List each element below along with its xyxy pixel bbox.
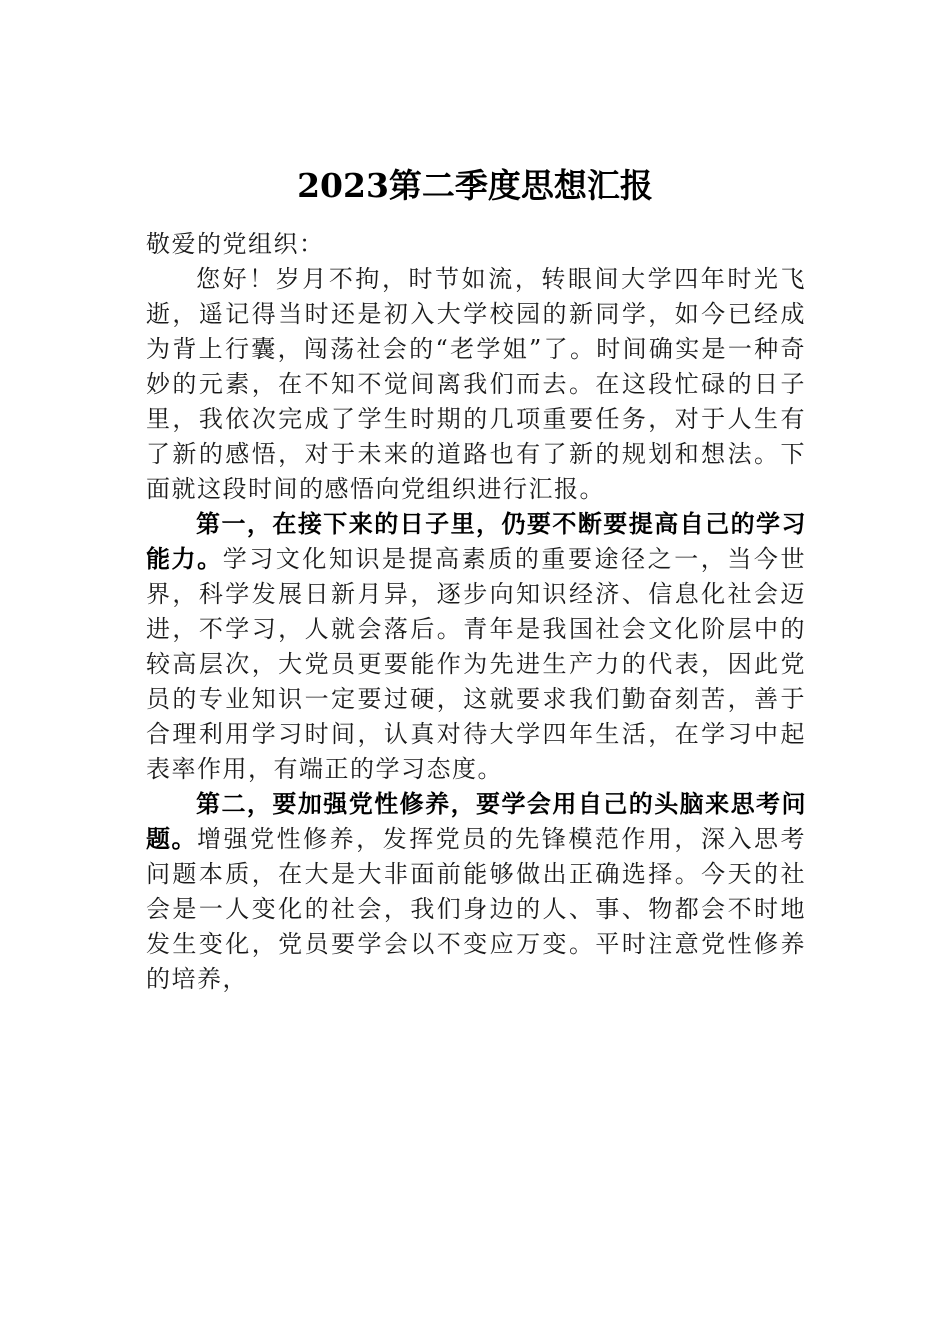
document-title: 2023第二季度思想汇报: [297, 166, 653, 205]
paragraph-point-one: [146, 507, 806, 787]
paragraph-text: 您好！岁月不拘，时节如流，转眼间大学四年时光飞逝，遥记得当时还是初入大学校园的新同学，如今已经成为背上行囊，闯荡社会的“老学姐”了。时间确实是一种奇妙的元素，在不知不觉间离我们而去。在这段忙碌的日子里，我依次完成了学生时期的几项重要任务，对于人生有了新的感悟，对于未来的道路也有了新的规划和想法。下面就这段时间的感悟向党组织进行汇报。: [146, 265, 806, 503]
paragraph-point-two: [146, 787, 806, 997]
paragraph-text: 增强党性修养，发挥党员的先锋模范作用，深入思考问题本质，在大是大非面前能够做出正确选择。今天的社会是一人变化的社会，我们身边的人、事、物都会不时地发生变化，党员要学会以不变应万变。平时注意党性修养的培养，: [146, 825, 807, 993]
document-body: [146, 227, 806, 997]
paragraph-greeting: [146, 262, 806, 507]
paragraph-text: 学习文化知识是提高素质的重要途径之一，当今世界，科学发展日新月异，逐步向知识经济、信息化社会迈进，不学习，人就会落后。青年是我国社会文化阶层中的较高层次，大党员更要能作为先进生产力的代表，因此党员的专业知识一定要过硬，这就要求我们勤奋刻苦，善于合理利用学习时间，认真对待大学四年生活，在学习中起表率作用，有端正的学习态度。: [146, 545, 806, 783]
paragraph-lead: 第一，在接下来的日子里，仍要不断要提高自己的学习能力。: [146, 510, 806, 573]
paragraph-lead: 第二，要加强党性修养，要学会用自己的头脑来思考问题。: [146, 790, 806, 853]
salutation: 敬爱的党组织：: [146, 230, 325, 258]
